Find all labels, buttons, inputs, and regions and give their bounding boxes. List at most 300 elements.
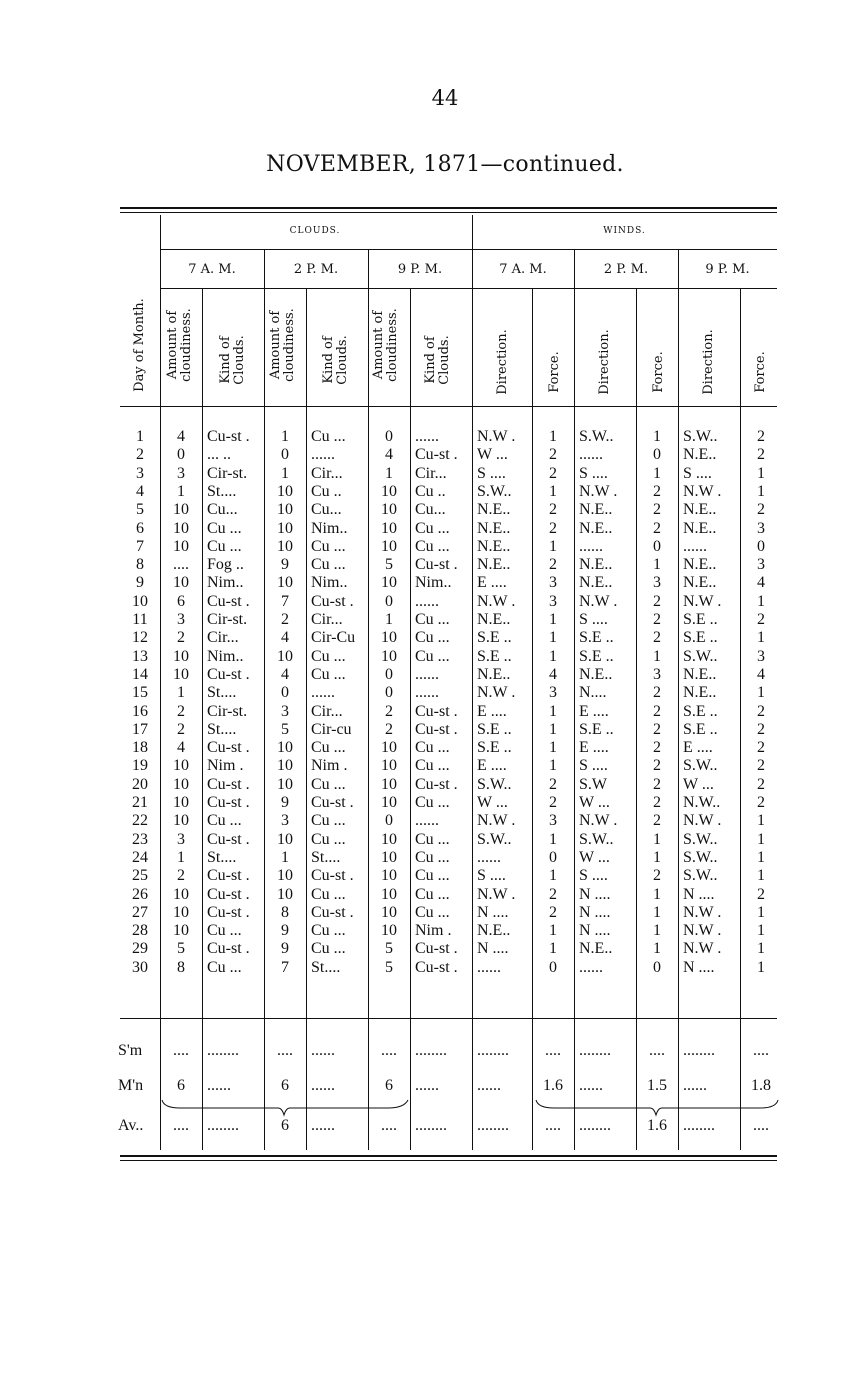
- cell-force-7am: 4: [549, 666, 557, 683]
- summary-label-avg: Av..: [118, 1118, 144, 1134]
- summary-cell-sum-kind-9pm: ........: [415, 1043, 447, 1059]
- cell-kind-9pm: ......: [415, 593, 439, 610]
- cell-amount-7am: 3: [177, 831, 185, 848]
- cell-kind-2pm: Cu ...: [311, 886, 346, 903]
- cell-amount-9pm: 1: [385, 612, 393, 628]
- cell-direction-9pm: E ....: [683, 740, 713, 757]
- cell-day: 3: [136, 465, 144, 482]
- cell-force-7am: 3: [549, 593, 557, 610]
- cell-amount-2pm: 10: [277, 648, 293, 665]
- cell-amount-9pm: 2: [385, 703, 393, 720]
- cell-kind-9pm: Cu-st .: [415, 447, 458, 464]
- cell-kind-7am: Cir-st.: [207, 703, 248, 720]
- cell-direction-2pm: S.W..: [579, 429, 614, 445]
- cell-kind-2pm: Cir...: [311, 703, 343, 720]
- cell-direction-7am: W ...: [477, 447, 508, 464]
- cell-direction-2pm: N.E..: [579, 666, 613, 683]
- cell-force-2pm: 1: [653, 465, 661, 482]
- cell-force-2pm: 1: [653, 923, 661, 940]
- cell-direction-2pm: W ...: [579, 795, 610, 811]
- cell-amount-7am: 10: [173, 666, 189, 683]
- cell-direction-9pm: N.E..: [683, 685, 717, 702]
- cell-day: 28: [132, 923, 148, 940]
- cell-force-7am: 2: [549, 557, 557, 574]
- cell-force-2pm: 1: [653, 831, 661, 848]
- cell-day: 4: [136, 483, 144, 500]
- cell-force-2pm: 2: [653, 685, 661, 702]
- cell-force-2pm: 2: [653, 703, 661, 720]
- cell-amount-7am: 10: [173, 795, 189, 811]
- cell-force-7am: 1: [549, 721, 557, 738]
- cell-kind-9pm: Cu ...: [415, 612, 450, 628]
- cell-direction-9pm: S.W..: [683, 868, 718, 885]
- cell-direction-2pm: N ....: [579, 904, 611, 921]
- cell-day: 2: [136, 447, 144, 464]
- cell-amount-2pm: 9: [281, 795, 289, 811]
- cell-force-2pm: 0: [653, 959, 661, 976]
- cell-direction-7am: N.W .: [477, 593, 516, 610]
- cell-amount-7am: 6: [177, 593, 185, 610]
- cell-kind-9pm: Cu-st .: [415, 776, 458, 793]
- winds-header: WINDS.: [603, 226, 646, 236]
- cell-kind-9pm: Cu-st .: [415, 941, 458, 958]
- cell-amount-7am: 10: [173, 886, 189, 903]
- cell-kind-9pm: Cu ...: [415, 538, 450, 555]
- cell-amount-9pm: 10: [381, 904, 397, 921]
- cell-direction-2pm: N.W .: [579, 813, 618, 830]
- cell-force-9pm: 2: [757, 795, 765, 811]
- cell-force-9pm: 1: [757, 813, 765, 830]
- summary-cell-sum-direction-2pm: ........: [579, 1043, 611, 1059]
- cell-force-9pm: 2: [757, 502, 765, 519]
- cell-day: 13: [132, 648, 148, 665]
- cell-force-2pm: 2: [653, 721, 661, 738]
- cell-direction-9pm: N.E..: [683, 447, 717, 464]
- cell-amount-9pm: 10: [381, 648, 397, 665]
- cell-amount-9pm: 1: [385, 465, 393, 482]
- cell-direction-9pm: N.W .: [683, 593, 722, 610]
- cell-amount-9pm: 10: [381, 831, 397, 848]
- cell-force-9pm: 2: [757, 429, 765, 445]
- cell-direction-7am: N.E..: [477, 923, 511, 940]
- cell-kind-2pm: St....: [311, 849, 341, 866]
- cell-amount-7am: 10: [173, 538, 189, 555]
- clouds-header: CLOUDS.: [289, 226, 341, 236]
- cell-kind-9pm: Cu-st .: [415, 721, 458, 738]
- summary-cell-avg-force-2pm: 1.6: [647, 1118, 667, 1134]
- cell-force-7am: 2: [549, 520, 557, 537]
- cell-amount-7am: 2: [177, 868, 185, 885]
- cell-amount-9pm: 10: [381, 740, 397, 757]
- cell-day: 26: [132, 886, 148, 903]
- cell-direction-2pm: S.W..: [579, 831, 614, 848]
- cell-direction-9pm: S.W..: [683, 429, 718, 445]
- cell-kind-7am: Cu-st .: [207, 740, 250, 757]
- cell-day: 25: [132, 868, 148, 885]
- cell-day: 17: [132, 721, 148, 738]
- cell-day: 27: [132, 904, 148, 921]
- cell-direction-2pm: S ....: [579, 465, 608, 482]
- cell-kind-7am: Cu-st .: [207, 831, 250, 848]
- cell-kind-2pm: Cu ...: [311, 740, 346, 757]
- cell-kind-7am: Cu-st .: [207, 666, 250, 683]
- cell-kind-7am: Cu-st .: [207, 593, 250, 610]
- bottom-rule: [120, 1155, 777, 1157]
- summary-cell-sum-direction-7am: ........: [477, 1043, 509, 1059]
- cell-amount-2pm: 10: [277, 520, 293, 537]
- cell-direction-7am: N.E..: [477, 538, 511, 555]
- cell-amount-7am: 1: [177, 685, 185, 702]
- cell-amount-2pm: 9: [281, 941, 289, 958]
- cell-amount-2pm: 7: [281, 959, 289, 976]
- cell-amount-7am: 10: [173, 502, 189, 519]
- cell-force-2pm: 1: [653, 904, 661, 921]
- cell-day: 6: [136, 520, 144, 537]
- cell-kind-7am: Cu-st .: [207, 795, 250, 811]
- section-rule: [160, 249, 777, 250]
- cell-amount-9pm: 0: [385, 813, 393, 830]
- cell-force-2pm: 2: [653, 483, 661, 500]
- cell-kind-2pm: Cu ...: [311, 538, 346, 555]
- cell-day: 14: [132, 666, 148, 683]
- cell-force-7am: 3: [549, 575, 557, 592]
- cell-kind-9pm: ......: [415, 429, 439, 445]
- cell-amount-2pm: 1: [281, 465, 289, 482]
- cell-direction-2pm: S.E ..: [579, 648, 614, 665]
- cell-kind-9pm: Cu-st .: [415, 703, 458, 720]
- cell-direction-2pm: ......: [579, 959, 603, 976]
- cell-direction-2pm: S ....: [579, 758, 608, 775]
- cell-force-7am: 2: [549, 465, 557, 482]
- cell-amount-7am: 10: [173, 758, 189, 775]
- time-7am-clouds: 7 A. M.: [188, 262, 236, 277]
- cell-force-2pm: 3: [653, 666, 661, 683]
- kind-header-2pm: Kind of Clouds.: [321, 335, 350, 385]
- summary-cell-avg-amount-2pm: 6: [281, 1118, 289, 1134]
- cell-amount-9pm: 5: [385, 557, 393, 574]
- cell-amount-7am: 4: [177, 740, 185, 757]
- cell-kind-9pm: Nim .: [415, 923, 452, 940]
- cell-kind-7am: Cu-st .: [207, 941, 250, 958]
- cell-direction-7am: S ....: [477, 868, 506, 885]
- top-rule-thin: [120, 212, 777, 213]
- cell-amount-7am: 2: [177, 703, 185, 720]
- cell-amount-7am: 1: [177, 483, 185, 500]
- cell-force-7am: 2: [549, 904, 557, 921]
- summary-cell-mean-kind-7am: ......: [207, 1078, 231, 1094]
- cell-amount-7am: ....: [173, 557, 189, 574]
- cell-day: 18: [132, 740, 148, 757]
- cell-direction-7am: N.E..: [477, 612, 511, 628]
- cell-amount-2pm: 4: [281, 666, 289, 683]
- cell-kind-9pm: Cu ...: [415, 520, 450, 537]
- summary-cell-mean-kind-2pm: ......: [311, 1078, 335, 1094]
- cell-direction-9pm: N ....: [683, 959, 715, 976]
- cell-direction-2pm: E ....: [579, 740, 609, 757]
- cell-direction-2pm: W ...: [579, 849, 610, 866]
- cell-force-9pm: 1: [757, 630, 765, 647]
- cell-force-7am: 1: [549, 831, 557, 848]
- cell-amount-2pm: 10: [277, 740, 293, 757]
- cell-direction-9pm: S.E ..: [683, 630, 718, 647]
- cell-direction-9pm: N.W .: [683, 941, 722, 958]
- cell-day: 23: [132, 831, 148, 848]
- cell-force-7am: 1: [549, 630, 557, 647]
- cell-direction-7am: N.W .: [477, 685, 516, 702]
- cell-kind-9pm: ......: [415, 685, 439, 702]
- cell-kind-7am: Cu-st .: [207, 776, 250, 793]
- cell-kind-9pm: Cu ...: [415, 648, 450, 665]
- cell-force-9pm: 2: [757, 447, 765, 464]
- cell-direction-9pm: W ...: [683, 776, 714, 793]
- summary-cell-avg-force-7am: ....: [545, 1118, 561, 1134]
- cell-force-7am: 1: [549, 758, 557, 775]
- cell-amount-9pm: 10: [381, 758, 397, 775]
- cell-force-7am: 3: [549, 813, 557, 830]
- cell-amount-9pm: 0: [385, 593, 393, 610]
- cell-force-2pm: 1: [653, 941, 661, 958]
- summary-cell-avg-kind-2pm: ......: [311, 1118, 335, 1134]
- cell-amount-7am: 0: [177, 447, 185, 464]
- cell-kind-2pm: Cu ...: [311, 648, 346, 665]
- cell-kind-9pm: ......: [415, 813, 439, 830]
- cell-amount-7am: 10: [173, 520, 189, 537]
- cell-force-9pm: 2: [757, 721, 765, 738]
- cell-direction-2pm: N.E..: [579, 557, 613, 574]
- cell-amount-9pm: 0: [385, 685, 393, 702]
- cell-force-9pm: 2: [757, 703, 765, 720]
- cell-day: 9: [136, 575, 144, 592]
- cell-direction-7am: N.E..: [477, 557, 511, 574]
- summary-cell-mean-kind-9pm: ......: [415, 1078, 439, 1094]
- cell-day: 19: [132, 758, 148, 775]
- cell-amount-7am: 10: [173, 575, 189, 592]
- cell-amount-9pm: 4: [385, 447, 393, 464]
- cell-amount-2pm: 7: [281, 593, 289, 610]
- summary-cell-sum-force-7am: ....: [545, 1043, 561, 1059]
- cell-direction-2pm: N ....: [579, 923, 611, 940]
- cell-amount-2pm: 2: [281, 612, 289, 628]
- direction-header-2pm: Direction.: [597, 329, 612, 395]
- cell-force-9pm: 1: [757, 849, 765, 866]
- cell-day: 7: [136, 538, 144, 555]
- time-9pm-winds: 9 P. M.: [705, 262, 750, 277]
- cell-amount-7am: 10: [173, 923, 189, 940]
- cell-force-7am: 1: [549, 429, 557, 445]
- summary-cell-sum-amount-2pm: ....: [277, 1043, 293, 1059]
- cell-kind-2pm: St....: [311, 959, 341, 976]
- time-2pm-clouds: 2 P. M.: [293, 262, 339, 277]
- cell-direction-7am: ......: [477, 959, 501, 976]
- summary-cell-mean-amount-7am: 6: [177, 1078, 185, 1094]
- cell-amount-9pm: 5: [385, 959, 393, 976]
- cell-direction-7am: S.W..: [477, 483, 512, 500]
- cell-force-2pm: 2: [653, 813, 661, 830]
- cell-direction-9pm: N.W .: [683, 483, 722, 500]
- cell-kind-7am: Cu-st .: [207, 886, 250, 903]
- cell-amount-2pm: 1: [281, 429, 289, 445]
- cell-force-2pm: 2: [653, 868, 661, 885]
- cell-force-9pm: 3: [757, 557, 765, 574]
- cell-amount-2pm: 10: [277, 831, 293, 848]
- summary-cell-mean-force-7am: 1.6: [543, 1078, 563, 1094]
- cell-direction-7am: N.W .: [477, 886, 516, 903]
- cell-direction-7am: E ....: [477, 703, 507, 720]
- cell-force-7am: 0: [549, 959, 557, 976]
- cell-kind-7am: Fog ..: [207, 557, 244, 574]
- cell-kind-2pm: ......: [311, 685, 335, 702]
- cell-direction-2pm: ......: [579, 538, 603, 555]
- amount-header-7am: Amount of cloudiness.: [165, 308, 194, 382]
- day-of-month-header: Day of Month.: [132, 298, 147, 392]
- cell-kind-9pm: Cu-st .: [415, 557, 458, 574]
- cell-day: 29: [132, 941, 148, 958]
- cell-kind-2pm: Cu ...: [311, 813, 346, 830]
- cell-kind-7am: Nim..: [207, 575, 244, 592]
- cell-amount-2pm: 0: [281, 685, 289, 702]
- cell-amount-9pm: 10: [381, 483, 397, 500]
- cell-amount-7am: 2: [177, 721, 185, 738]
- page-number: 44: [431, 86, 459, 110]
- summary-cell-sum-kind-2pm: ......: [311, 1043, 335, 1059]
- column-divider: [202, 288, 203, 1150]
- summary-cell-sum-direction-9pm: ........: [683, 1043, 715, 1059]
- cell-kind-2pm: Cu-st .: [311, 904, 354, 921]
- cell-force-9pm: 1: [757, 483, 765, 500]
- summary-rule: [120, 1018, 777, 1019]
- brace-clouds: [160, 1098, 410, 1118]
- cell-kind-2pm: Cu...: [311, 502, 342, 519]
- cell-kind-7am: Cu ...: [207, 520, 242, 537]
- cell-amount-9pm: 5: [385, 941, 393, 958]
- cell-kind-2pm: Cu ..: [311, 483, 342, 500]
- cell-amount-2pm: 9: [281, 923, 289, 940]
- cell-force-7am: 2: [549, 886, 557, 903]
- time-2pm-winds: 2 P. M.: [603, 262, 649, 277]
- cell-kind-9pm: Cu ...: [415, 868, 450, 885]
- cell-kind-9pm: ......: [415, 666, 439, 683]
- cell-kind-7am: Cu-st .: [207, 904, 250, 921]
- cell-direction-2pm: S.E ..: [579, 721, 614, 738]
- cell-amount-7am: 5: [177, 941, 185, 958]
- cell-direction-7am: S.E ..: [477, 648, 512, 665]
- cell-kind-2pm: Nim..: [311, 520, 348, 537]
- summary-cell-avg-force-9pm: ....: [753, 1118, 769, 1134]
- cell-force-2pm: 1: [653, 886, 661, 903]
- cell-kind-9pm: Cu ...: [415, 740, 450, 757]
- cell-force-9pm: 3: [757, 520, 765, 537]
- cell-direction-2pm: E ....: [579, 703, 609, 720]
- cell-force-2pm: 2: [653, 740, 661, 757]
- summary-cell-mean-direction-2pm: ......: [579, 1078, 603, 1094]
- cell-force-9pm: 1: [757, 593, 765, 610]
- cell-direction-7am: N ....: [477, 904, 509, 921]
- cell-force-7am: 1: [549, 612, 557, 628]
- cell-kind-9pm: Cu ...: [415, 831, 450, 848]
- cell-day: 21: [132, 795, 148, 811]
- cell-direction-9pm: S.E ..: [683, 612, 718, 628]
- cell-kind-2pm: Cu-st .: [311, 593, 354, 610]
- cell-kind-7am: Cu...: [207, 502, 238, 519]
- cell-kind-7am: St....: [207, 483, 237, 500]
- cell-force-9pm: 2: [757, 886, 765, 903]
- cell-amount-2pm: 3: [281, 813, 289, 830]
- cell-direction-7am: N.E..: [477, 520, 511, 537]
- column-divider: [678, 250, 679, 1150]
- cell-amount-9pm: 10: [381, 923, 397, 940]
- cell-force-2pm: 2: [653, 795, 661, 811]
- summary-cell-avg-kind-7am: ........: [207, 1118, 239, 1134]
- bottom-rule-thin: [120, 1160, 777, 1161]
- summary-cell-mean-amount-9pm: 6: [385, 1078, 393, 1094]
- summary-cell-mean-direction-9pm: ......: [683, 1078, 707, 1094]
- column-divider: [306, 288, 307, 1150]
- cell-kind-7am: Cir-st.: [207, 612, 248, 628]
- cell-direction-7am: S.E ..: [477, 630, 512, 647]
- cell-force-7am: 1: [549, 483, 557, 500]
- cell-kind-7am: St....: [207, 849, 237, 866]
- cell-direction-9pm: S.E ..: [683, 703, 718, 720]
- cell-amount-2pm: 3: [281, 703, 289, 720]
- cell-direction-9pm: N.W .: [683, 813, 722, 830]
- cell-kind-9pm: Cu ...: [415, 758, 450, 775]
- cell-amount-7am: 3: [177, 612, 185, 628]
- cell-amount-2pm: 10: [277, 776, 293, 793]
- cell-direction-7am: N ....: [477, 941, 509, 958]
- cell-direction-7am: N.W .: [477, 813, 516, 830]
- cell-amount-2pm: 8: [281, 904, 289, 921]
- cell-force-7am: 1: [549, 648, 557, 665]
- cell-kind-7am: St....: [207, 721, 237, 738]
- cell-direction-7am: S.E ..: [477, 721, 512, 738]
- cell-force-2pm: 2: [653, 520, 661, 537]
- cell-kind-9pm: Cu ...: [415, 795, 450, 811]
- cell-amount-9pm: 2: [385, 721, 393, 738]
- cell-direction-9pm: S.W..: [683, 831, 718, 848]
- cell-kind-2pm: Cu ...: [311, 923, 346, 940]
- amount-header-2pm: Amount of cloudiness.: [268, 308, 297, 382]
- cell-direction-7am: E ....: [477, 575, 507, 592]
- cell-amount-7am: 3: [177, 465, 185, 482]
- cell-direction-9pm: N.E..: [683, 557, 717, 574]
- cell-day: 8: [136, 557, 144, 574]
- cell-kind-7am: Nim .: [207, 758, 244, 775]
- cell-direction-2pm: N.E..: [579, 520, 613, 537]
- cell-force-9pm: 0: [757, 538, 765, 555]
- cell-amount-7am: 1: [177, 849, 185, 866]
- cell-force-9pm: 2: [757, 776, 765, 793]
- cell-force-2pm: 3: [653, 575, 661, 592]
- cell-amount-2pm: 10: [277, 575, 293, 592]
- cell-direction-2pm: N.W .: [579, 593, 618, 610]
- cell-force-9pm: 2: [757, 740, 765, 757]
- cell-amount-9pm: 0: [385, 666, 393, 683]
- summary-cell-avg-amount-9pm: ....: [381, 1118, 397, 1134]
- kind-header-9pm: Kind of Clouds.: [423, 335, 452, 385]
- cell-direction-9pm: S.W..: [683, 849, 718, 866]
- cell-kind-9pm: Cu ...: [415, 849, 450, 866]
- cell-kind-2pm: Cir...: [311, 465, 343, 482]
- cell-direction-2pm: S ....: [579, 612, 608, 628]
- cell-direction-9pm: N.W .: [683, 904, 722, 921]
- cell-amount-2pm: 0: [281, 447, 289, 464]
- cell-direction-9pm: S.W..: [683, 758, 718, 775]
- cell-amount-9pm: 10: [381, 502, 397, 519]
- cell-kind-2pm: Cu-st .: [311, 795, 354, 811]
- cell-kind-2pm: Cu ...: [311, 831, 346, 848]
- summary-label-mean: M'n: [118, 1078, 144, 1094]
- cell-day: 5: [136, 502, 144, 519]
